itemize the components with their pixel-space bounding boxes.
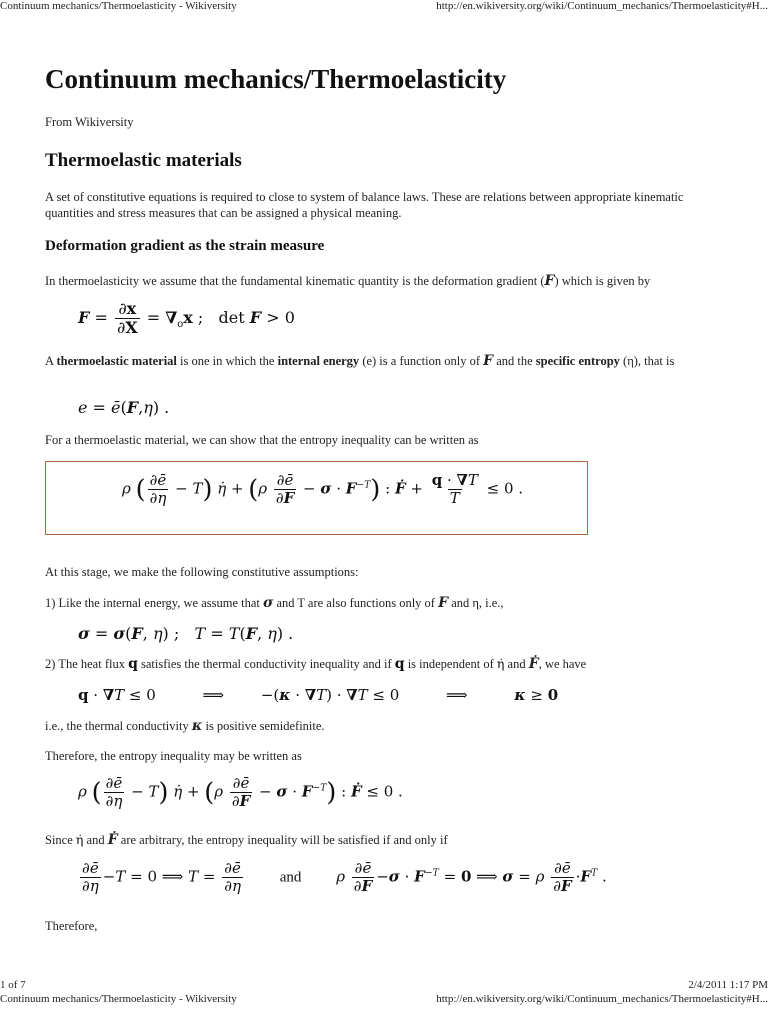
- paragraph-arbitrary-rates: [45, 832, 448, 848]
- text-fragment: , we have: [538, 657, 587, 671]
- print-footer-datetime: 2/4/2011 1:17 PM: [688, 979, 768, 991]
- term-thermoelastic-material: thermoelastic material: [56, 354, 177, 368]
- math-kappa: κ: [191, 718, 203, 734]
- text-fragment: and: [83, 833, 108, 847]
- math-F: F: [483, 353, 494, 369]
- text-fragment: A: [45, 354, 57, 368]
- print-header-title: Continuum mechanics/Thermoelasticity - Wikiversity: [0, 0, 237, 12]
- print-footer-page: 1 of 7: [0, 979, 26, 991]
- math-q: q: [128, 656, 138, 672]
- math-eta-dot: η̇: [75, 832, 84, 847]
- text-fragment: are arbitrary, the entropy inequality will be satisfied if and only if: [117, 833, 448, 847]
- text-fragment: is positive semidefinite.: [202, 719, 325, 733]
- paragraph-assumption-2: [45, 656, 586, 672]
- math-eta-dot: η̇: [496, 656, 505, 671]
- print-footer-title: Continuum mechanics/Thermoelasticity - Wikiversity: [0, 993, 237, 1005]
- math-sigma: σ: [262, 595, 274, 611]
- text-fragment: Since: [45, 833, 76, 847]
- section-heading-thermoelastic-materials: Thermoelastic materials: [45, 150, 242, 171]
- print-footer-url: http://en.wikiversity.org/wiki/Continuum_mechanics/Thermoelasticity#H...: [436, 993, 768, 1005]
- text-fragment: and η, i.e.,: [448, 596, 504, 610]
- text-fragment: and T are also functions only of: [273, 596, 439, 610]
- math-q: q: [394, 656, 405, 672]
- page-title: Continuum mechanics/Thermoelasticity: [45, 64, 507, 94]
- text-fragment: (e) is a function only of: [359, 354, 484, 368]
- equation-entropy-inequality-boxed: ρ ( $\frac{\partial ē}{\partial\eta}$ − T) η̇ + (ρ $\frac{\partial ē}{\partial F}$ − $\sigma \cdot F^{-T}$) : Ḟ + $\frac{q \cdot \nabla T}{T}$ ≤ 0 .: [122, 471, 524, 507]
- math-F-dot: Ḟ: [107, 832, 118, 848]
- paragraph-entropy-intro: For a thermoelastic material, we can show that the entropy inequality can be written as: [45, 433, 479, 447]
- paragraph-therefore: Therefore,: [45, 919, 98, 933]
- paragraph-assumption-1: [45, 595, 504, 611]
- equation-heat-flux-inequality: q · ∇T ≤ 0 ⟹ −(κ · ∇T) · ∇T ≤ 0 ⟹ κ ≥ 0: [78, 686, 559, 704]
- term-internal-energy: internal energy: [277, 354, 360, 368]
- and-word: and: [279, 869, 302, 886]
- math-F: F: [438, 595, 449, 611]
- paragraph-constitutive-assumptions: At this stage, we make the following constitutive assumptions:: [45, 565, 359, 579]
- print-header-url: http://en.wikiversity.org/wiki/Continuum_mechanics/Thermoelasticity#H...: [436, 0, 768, 12]
- paragraph-kinematic-quantity: [45, 273, 650, 289]
- paragraph-entropy-rewritten: Therefore, the entropy inequality may be written as: [45, 749, 302, 763]
- text-fragment: and: [504, 657, 529, 671]
- text-fragment: (η), that is: [619, 354, 675, 368]
- math-F: F: [544, 273, 555, 289]
- math-F-dot: Ḟ: [528, 656, 539, 672]
- equation-internal-energy: e = ē(F,η) .: [78, 398, 170, 417]
- section-heading-deformation-gradient: Deformation gradient as the strain measure: [45, 238, 325, 254]
- equation-temperature-stress-conditions: $\frac{\partial ē}{\partial\eta}$ −T = 0 ⟹ T = $\frac{\partial ē}{\partial\eta}$ and ρ $\frac{\partial ē}{\partial F}$ $-\sigma \cdot F^{-T} = 0$ ⟹ σ = ρ $\frac{\partial ē}{\partial F}$ $\cdot F^T$ .: [82, 859, 607, 895]
- text-fragment: is independent of: [404, 657, 497, 671]
- page-subtitle: From Wikiversity: [45, 115, 134, 129]
- text-fragment: satisfies the thermal conductivity inequality and if: [137, 657, 395, 671]
- term-specific-entropy: specific entropy: [535, 354, 620, 368]
- intro-paragraph: A set of constitutive equations is required to close to system of balance laws. These are relations between appropriate kinematic quantities and stress measures that can be assigned a physical meaning.: [45, 190, 684, 220]
- text-fragment: In thermoelasticity we assume that the fundamental kinematic quantity is the deformation gradient (: [45, 274, 545, 288]
- text-fragment: and the: [493, 354, 536, 368]
- equation-entropy-inequality-reduced: ρ ( $\frac{\partial ē}{\partial\eta}$ − T) η̇ + (ρ $\frac{\partial ē}{\partial F}$ − $\sigma \cdot F^{-T}$) : Ḟ ≤ 0 .: [78, 774, 403, 810]
- equation-sigma-T-functions: σ = σ(F, η) ; T = T(F, η) .: [78, 624, 294, 643]
- paragraph-conductivity: [45, 718, 325, 734]
- text-fragment: is one in which the: [176, 354, 278, 368]
- text-fragment: i.e., the thermal conductivity: [45, 719, 192, 733]
- text-fragment: ) which is given by: [554, 274, 651, 288]
- text-fragment: 1) Like the internal energy, we assume that: [45, 596, 263, 610]
- text-fragment: 2) The heat flux: [45, 657, 129, 671]
- paragraph-thermoelastic-material: [45, 353, 725, 369]
- equation-deformation-gradient: F = $\frac{\partial x}{\partial X}$ = $\nabla_ox$ ; det F > 0: [78, 299, 295, 337]
